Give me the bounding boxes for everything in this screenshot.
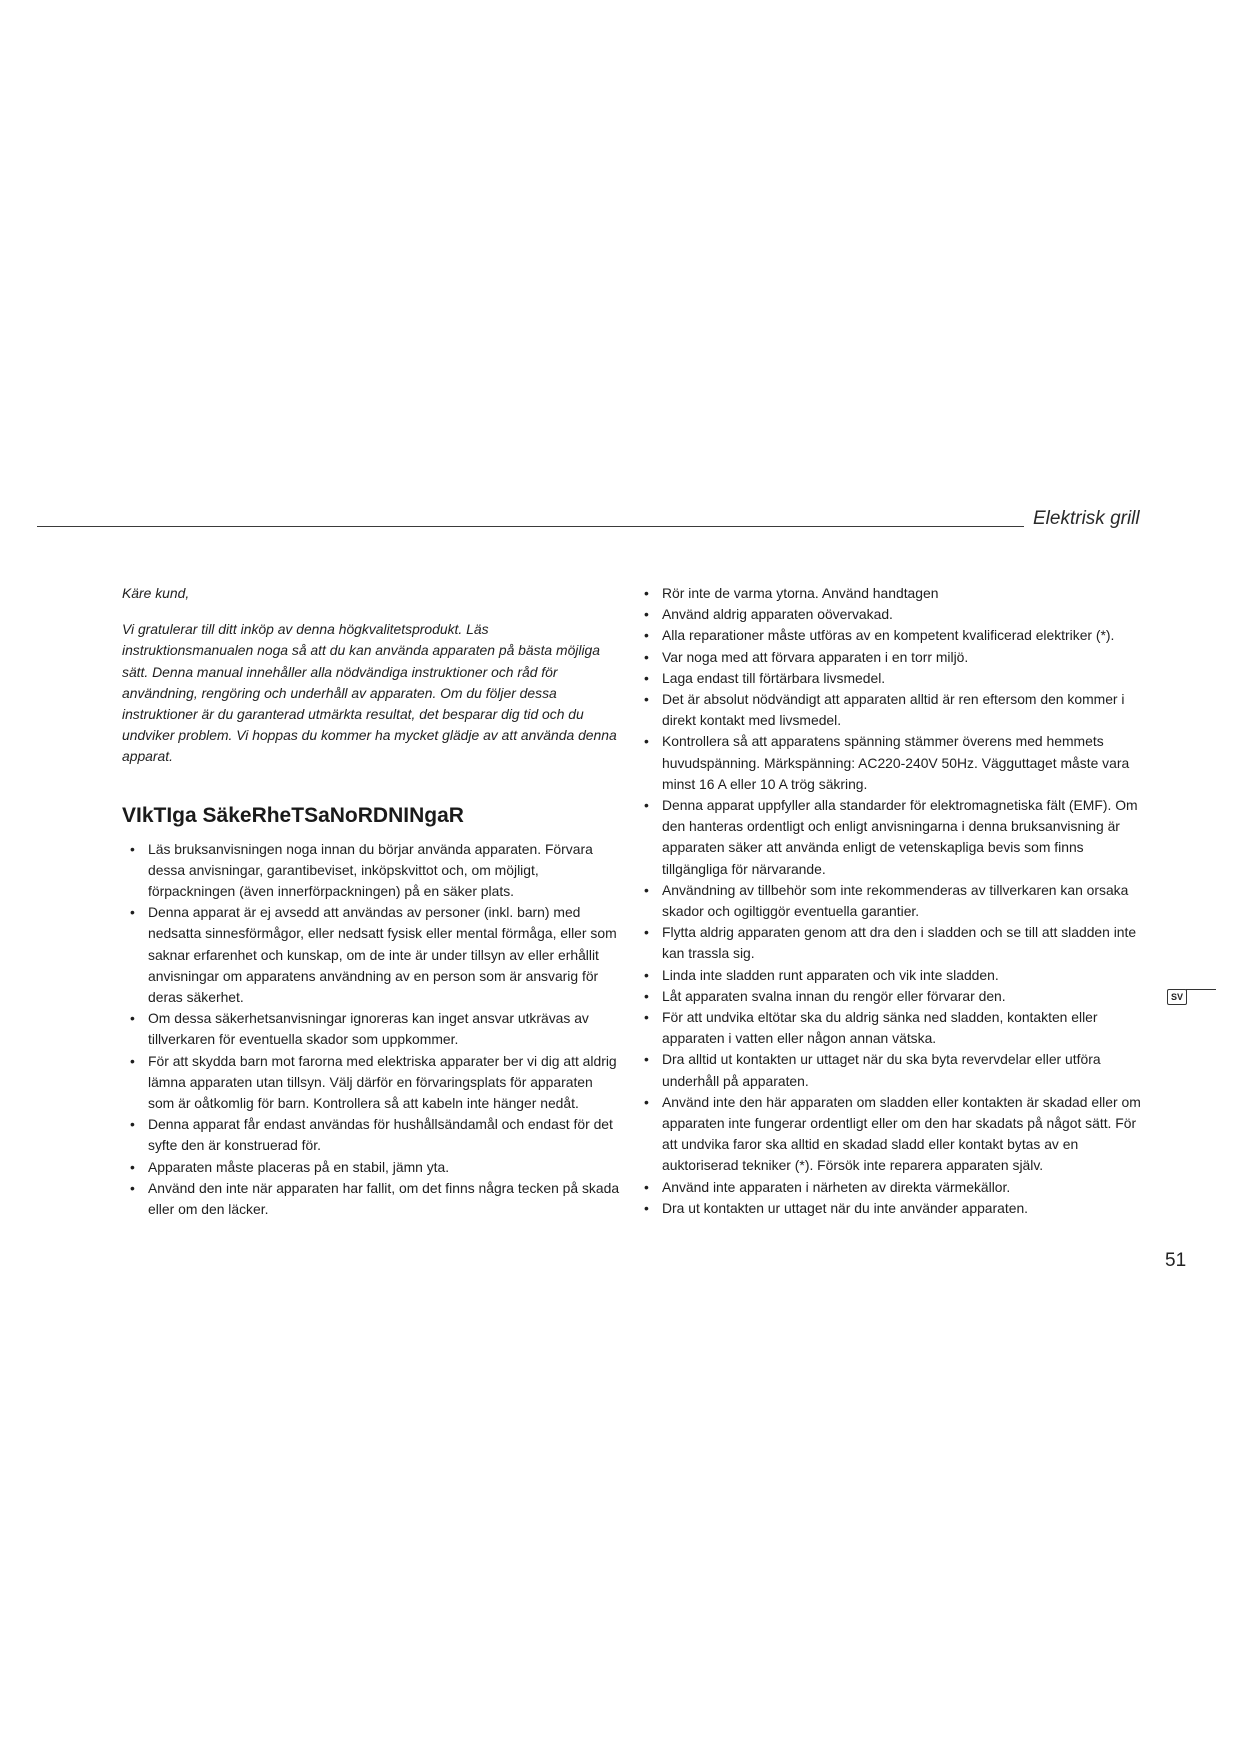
section-title: VIkTIga SäkeRheTSaNoRDNINgaR — [122, 803, 464, 827]
left-bullet-list — [122, 839, 622, 1221]
page-header-title: Elektrisk grill — [1033, 508, 1140, 529]
list-item: • Var noga med att förvara apparaten i en torr miljö. — [644, 647, 1144, 668]
page-number: 51 — [1165, 1250, 1187, 1271]
language-tab: SV — [1167, 989, 1187, 1005]
list-item: • Denna apparat är ej avsedd att användas av personer (inkl. barn) med nedsatta sinnesförmågor, eller nedsatt fysisk eller mental förmåga, eller som saknar erfarenhet och kunskap, om de inte är under tillsyn av eller erhållit anvisningar om apparatens användning av en person som är ansvarig för deras säkerhet. — [130, 902, 622, 1008]
list-item: • Denna apparat uppfyller alla standarder för elektromagnetiska fält (EMF). Om den hanteras ordentligt och enligt anvisningarna i denna bruksanvisning är apparaten säker att använda enligt de vetenskapliga bevis som finns tillgängliga för närvarande. — [644, 795, 1144, 880]
list-item: • Flytta aldrig apparaten genom att dra den i sladden och se till att sladden inte kan trassla sig. — [644, 922, 1144, 964]
list-item: • Alla reparationer måste utföras av en kompetent kvalificerad elektriker (*). — [644, 625, 1144, 646]
list-item: • Laga endast till förtärbara livsmedel. — [644, 668, 1144, 689]
list-item: • Använd inte den här apparaten om sladden eller kontakten är skadad eller om apparaten inte fungerar ordentligt eller om den har skadats på något sätt. För att undvika faror ska alltid en skadad sladd eller kontakt bytas av en auktoriserad tekniker (*). Försök inte reparera apparaten själv. — [644, 1092, 1144, 1177]
list-item: • Det är absolut nödvändigt att apparaten alltid är ren eftersom den kommer i direkt kontakt med livsmedel. — [644, 689, 1144, 731]
intro-greeting: Käre kund, — [122, 585, 190, 601]
intro-paragraph: Vi gratulerar till ditt inköp av denna högkvalitetsprodukt. Läs instruktionsmanualen noga så att du kan använda apparaten på bästa möjliga sätt. Denna manual innehåller alla nödvändiga instruktioner och råd för användning, rengöring och underhåll av apparaten. Om du följer dessa instruktioner är du garanterad utmärkta resultat, det besparar dig tid och du undviker problem. Vi hoppas du kommer ha mycket glädje av att använda denna apparat. — [122, 621, 617, 765]
list-item: • Rör inte de varma ytorna. Använd handtagen — [644, 583, 1144, 604]
list-item: • Använd den inte när apparaten har fallit, om det finns några tecken på skada eller om den läcker. — [130, 1178, 622, 1220]
intro — [122, 583, 622, 768]
header-rule — [37, 526, 1024, 527]
list-item: • För att skydda barn mot farorna med elektriska apparater ber vi dig att aldrig lämna apparaten utan tillsyn. Välj därför en förvaringsplats för apparaten som är oåtkomlig för barn. Kontrollera så att kabeln inte hänger nedåt. — [130, 1051, 622, 1115]
right-column — [644, 583, 1144, 1219]
list-item: • Dra alltid ut kontakten ur uttaget när du ska byta revervdelar eller utföra underhåll på apparaten. — [644, 1049, 1144, 1091]
list-item: • Använd aldrig apparaten oövervakad. — [644, 604, 1144, 625]
list-item: • Läs bruksanvisningen noga innan du börjar använda apparaten. Förvara dessa anvisningar, garantibeviset, inköpskvittot och, om möjligt, förpackningen (även innerförpackningen) på en säker plats. — [130, 839, 622, 903]
list-item: • Låt apparaten svalna innan du rengör eller förvarar den. — [644, 986, 1144, 1007]
list-item: • Kontrollera så att apparatens spänning stämmer överens med hemmets huvudspänning. Märkspänning: AC220-240V 50Hz. Vägguttaget måste vara minst 16 A eller 10 A trög säkring. — [644, 731, 1144, 795]
list-item: • Användning av tillbehör som inte rekommenderas av tillverkaren kan orsaka skador och ogiltiggör eventuella garantier. — [644, 880, 1144, 922]
left-column — [122, 583, 622, 1220]
right-bullet-list — [644, 583, 1144, 1219]
list-item: • Om dessa säkerhetsanvisningar ignoreras kan inget ansvar utkrävas av tillverkaren för eventuella skador som uppkommer. — [130, 1008, 622, 1050]
list-item: • Dra ut kontakten ur uttaget när du inte använder apparaten. — [644, 1198, 1144, 1219]
list-item: • För att undvika eltötar ska du aldrig sänka ned sladden, kontakten eller apparaten i vatten eller någon annan vätska. — [644, 1007, 1144, 1049]
list-item: • Använd inte apparaten i närheten av direkta värmekällor. — [644, 1177, 1144, 1198]
list-item: • Linda inte sladden runt apparaten och vik inte sladden. — [644, 965, 1144, 986]
list-item: • Denna apparat får endast användas för hushållsändamål och endast för det syfte den är konstruerad för. — [130, 1114, 622, 1156]
language-tab-line — [1186, 989, 1216, 990]
list-item: • Apparaten måste placeras på en stabil, jämn yta. — [130, 1157, 622, 1178]
